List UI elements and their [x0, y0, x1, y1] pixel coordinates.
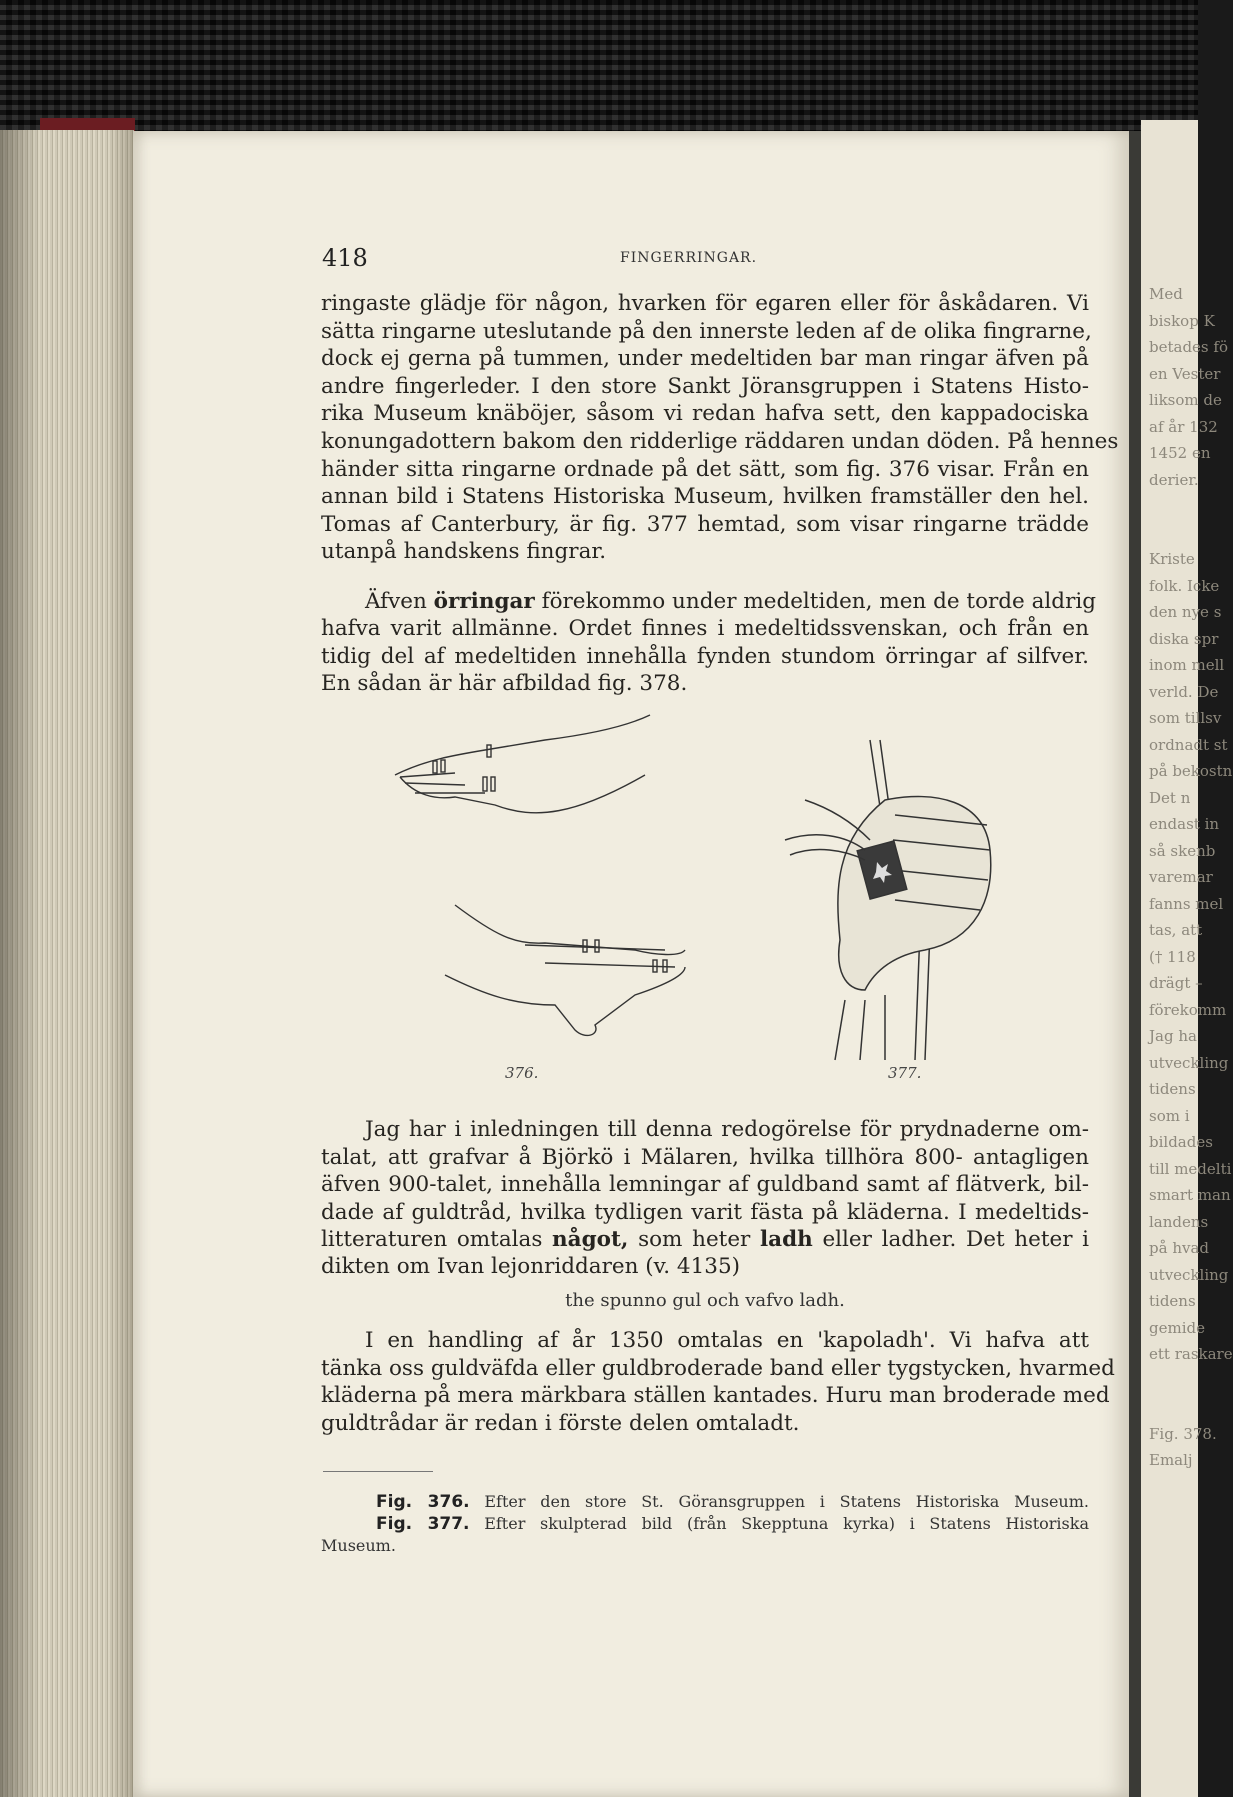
figure-376-illustration — [395, 705, 695, 1055]
facing-page-text-fragment: Det n — [1149, 788, 1191, 807]
text: litteraturen omtalas — [321, 1227, 543, 1252]
text-line: hafva varit allmänne. Ordet finnes i medeltidssvenskan, och från en — [321, 616, 1089, 641]
facing-page-text-fragment: som i — [1149, 1106, 1190, 1125]
paragraph-ladh-line-5 — [321, 1226, 1089, 1253]
facing-page-text-fragment: tidens — [1149, 1080, 1196, 1098]
facing-page-text-fragment: derier. — [1149, 470, 1199, 489]
paragraph-ladh-line-6: dikten om Ivan lejonriddaren (v. 4135) — [321, 1254, 741, 1279]
text-line: händer sitta ringarne ordnade på det sätt, som fig. 376 visar. Från en — [321, 456, 1089, 482]
text: förekommo under medeltiden, men de torde aldrig — [541, 589, 1096, 614]
facing-page-text-fragment: på hvad — [1149, 1239, 1209, 1257]
facing-page-text-fragment: utveckling — [1149, 1265, 1229, 1284]
caption-fig-376 — [321, 1492, 1089, 1512]
facing-page-text-fragment: biskop K — [1149, 311, 1215, 330]
facing-page-text-fragment: verld. De — [1149, 682, 1219, 701]
caption-fig-377 — [321, 1514, 1089, 1534]
facing-page-text-fragment: Med — [1149, 285, 1183, 303]
text-line: konungadottern bakom den ridderlige räddaren undan döden. På hennes — [321, 429, 1119, 454]
text-line: annan bild i Statens Historiska Museum, hvilken framställer den hel. — [321, 484, 1089, 510]
facing-page-text-fragment: af år 132 — [1149, 417, 1218, 436]
facing-page-text-fragment: liksom de — [1149, 391, 1222, 409]
facing-page-text-fragment: som tillsv — [1149, 709, 1222, 727]
caption-fig-number: Fig. 376. — [376, 1492, 470, 1512]
facing-page-text-fragment: till medelti — [1149, 1159, 1232, 1178]
facing-page-text-fragment: en Vester — [1149, 364, 1221, 383]
caption-text: Efter skulpterad bild (från Skepptuna kyrka) i Statens Historiska — [484, 1514, 1089, 1533]
facing-page-text-fragment: den nye s — [1149, 603, 1222, 621]
facing-page-text-fragment: diska spr — [1149, 629, 1219, 648]
facing-page-text-fragment: 1452 en — [1149, 444, 1211, 462]
text-line: I en handling af år 1350 omtalas en 'kapoladh'. Vi hafva att — [365, 1328, 1089, 1353]
facing-page-text-fragment: († 118 — [1149, 947, 1196, 966]
caption-text: Efter den store St. Göransgruppen i Statens Historiska Museum. — [484, 1492, 1089, 1511]
text-line: guldtrådar är redan i förste delen omtaladt. — [321, 1410, 800, 1436]
facing-page-text-fragment: bildades — [1149, 1133, 1213, 1151]
text-line: rika Museum knäböjer, såsom vi redan hafva sett, den kappadociska — [321, 401, 1089, 427]
caption-fig-number: Fig. 377. — [376, 1514, 470, 1534]
text: som heter — [638, 1227, 751, 1252]
figure-377-illustration — [775, 740, 1015, 1060]
facing-page-text-fragment: ordnadt st — [1149, 735, 1228, 754]
facing-page-text-fragment: på bekostn — [1149, 762, 1233, 780]
scanner-background — [0, 0, 1198, 135]
facing-page-text-fragment: varemar — [1149, 868, 1213, 886]
text-line: Tomas af Canterbury, är fig. 377 hemtad, som visar ringarne trädde — [321, 511, 1089, 537]
text-line: kläderna på mera märkbara ställen kantades. Huru man broderade med — [321, 1383, 1110, 1409]
facing-page-text-fragment: fanns mel — [1149, 894, 1224, 913]
facing-page-text-fragment: endast in — [1149, 815, 1220, 833]
facing-page-text-fragment: gemide — [1149, 1318, 1205, 1337]
text-line: talat, att grafvar å Björkö i Mälaren, hvilka tillhöra 800- antagligen — [321, 1144, 1089, 1170]
facing-page — [1141, 120, 1233, 1797]
facing-page-text-fragment: Kriste — [1149, 550, 1195, 568]
facing-page-text-fragment: Emalj — [1149, 1451, 1193, 1469]
text-line: En sådan är här afbildad fig. 378. — [321, 671, 688, 697]
text-line: äfven 900-talet, innehålla lemningar af guldband samt af flätverk, bil- — [321, 1172, 1089, 1198]
page-number: 418 — [322, 244, 368, 272]
page-stack-edge — [0, 130, 134, 1797]
text: eller ladher. Det heter i — [822, 1227, 1090, 1252]
figure-377-label: 377. — [888, 1064, 922, 1082]
bold-term: något, — [552, 1227, 629, 1252]
text-line: sätta ringarne uteslutande på den innerste leden af de olika fingrarne, — [321, 318, 1092, 344]
verse-quote: the spunno gul och vafvo ladh. — [565, 1290, 845, 1311]
text-line: andre fingerleder. I den store Sankt Jöransgruppen i Statens Histo- — [321, 373, 1089, 399]
footnote-rule — [323, 1471, 433, 1472]
facing-page-text-fragment: tidens — [1149, 1292, 1196, 1310]
figure-376-label: 376. — [505, 1064, 539, 1082]
text-line: dade af guldtråd, hvilka tydligen varit fästa på kläderna. I medeltids- — [321, 1199, 1089, 1225]
facing-page-text-fragment: betades fö — [1149, 338, 1228, 356]
paragraph-earrings-first-line — [321, 588, 1096, 615]
facing-page-text-fragment: ett raskare — [1149, 1345, 1233, 1363]
text-line: tidig del af medeltiden innehålla fynden stundom örringar af silfver. — [321, 643, 1089, 669]
facing-page-text-fragment: drägt – — [1149, 974, 1203, 992]
facing-page-text-fragment: tas, att — [1149, 921, 1203, 939]
running-title: FINGERRINGAR. — [620, 250, 758, 266]
caption-fig-377-continuation: Museum. — [321, 1536, 396, 1555]
bold-term: ladh — [760, 1227, 813, 1252]
facing-page-text-fragment: förekomm — [1149, 1000, 1227, 1019]
bold-term: örringar — [433, 589, 535, 614]
facing-page-text-fragment: Fig. 378. — [1149, 1424, 1217, 1443]
text-line: Jag har i inledningen till denna redogörelse för prydnaderne om- — [365, 1117, 1089, 1142]
text: Äfven — [365, 589, 427, 614]
facing-page-text-fragment: så skenb — [1149, 841, 1216, 860]
facing-page-text-fragment: folk. Icke — [1149, 576, 1220, 595]
text-line: ringaste glädje för någon, hvarken för egaren eller för åskådaren. Vi — [321, 291, 1089, 316]
page-gutter — [1129, 131, 1141, 1797]
facing-page-text-fragment: smart man — [1149, 1186, 1231, 1204]
text-line: utanpå handskens fingrar. — [321, 539, 607, 565]
facing-page-text-fragment: Jag ha — [1149, 1027, 1197, 1045]
facing-page-text-fragment: landens — [1149, 1212, 1209, 1231]
facing-page-text-fragment: inom mell — [1149, 656, 1225, 674]
text-line: dock ej gerna på tummen, under medeltiden bar man ringar äfven på — [321, 346, 1089, 372]
facing-page-text-fragment: utveckling — [1149, 1053, 1229, 1072]
text-line: tänka oss guldväfda eller guldbroderade band eller tygstycken, hvarmed — [321, 1355, 1115, 1381]
